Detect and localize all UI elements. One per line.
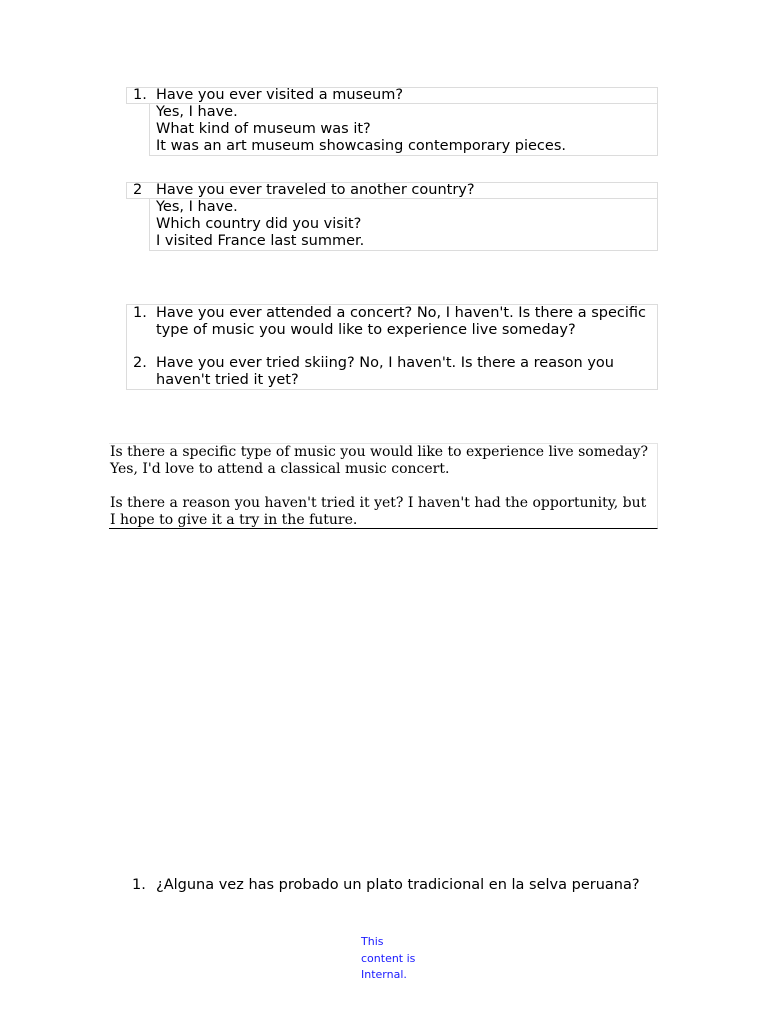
answer-line: I visited France last summer. xyxy=(156,233,365,249)
answer-line: It was an art museum showcasing contemporary pieces. xyxy=(156,138,566,154)
question-number: 2 xyxy=(133,182,143,198)
question-row-2 xyxy=(126,182,658,199)
question-text: Have you ever visited a museum? xyxy=(156,87,404,103)
list-item-number: 1. xyxy=(133,305,147,321)
list-item-text: ¿Alguna vez has probado un plato tradicional en la selva peruana? xyxy=(156,877,640,893)
numbered-list-box xyxy=(126,304,658,390)
question-number: 1. xyxy=(133,87,147,103)
list-item-text: Have you ever tried skiing? No, I haven't. Is there a reason you haven't tried it yet? xyxy=(156,355,614,388)
answer-line: Yes, I have. xyxy=(156,104,238,120)
list-item-text: Have you ever attended a concert? No, I haven't. Is there a specific type of music you would like to experience live someday? xyxy=(156,305,646,338)
list-item-number: 1. xyxy=(132,877,146,893)
answer-box-2 xyxy=(149,199,658,251)
answer-box-1 xyxy=(149,104,658,156)
answer-line: What kind of museum was it? xyxy=(156,121,371,137)
paragraph: Is there a specific type of music you would like to experience live someday? Yes, I'd love to attend a classical music concert. xyxy=(110,444,649,477)
answer-line: Which country did you visit? xyxy=(156,216,362,232)
question-text: Have you ever traveled to another country? xyxy=(156,182,475,198)
paragraph: Is there a reason you haven't tried it yet? I haven't had the opportunity, but I hope to give it a try in the future. xyxy=(110,495,647,528)
classification-label: This content is Internal. xyxy=(361,935,416,981)
answer-line: Yes, I have. xyxy=(156,199,238,215)
list-item-number: 2. xyxy=(133,355,147,371)
question-row-1 xyxy=(126,87,658,104)
answer-paragraphs-box xyxy=(109,443,658,529)
